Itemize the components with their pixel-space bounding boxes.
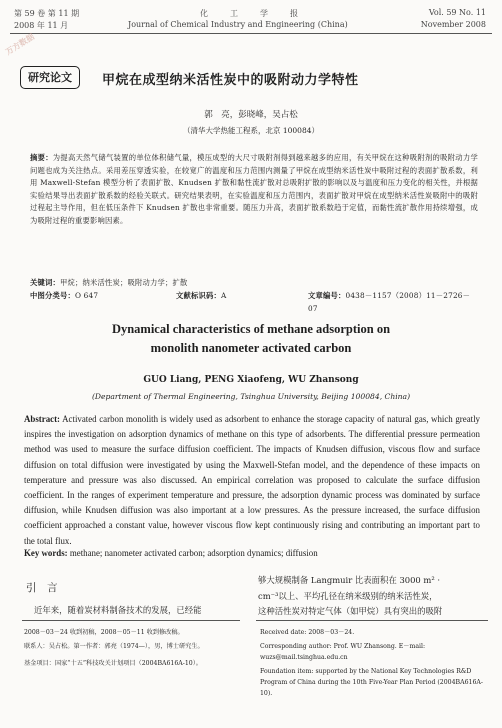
journal-name-cn: 化 工 学 报 <box>200 9 300 18</box>
clc-value: O 647 <box>74 291 99 300</box>
abstract-en-label: Abstract: <box>24 414 60 424</box>
intro-heading: 引 言 <box>26 582 58 594</box>
journal-name-en: Journal of Chemical Industry and Engineering (China) <box>128 20 348 29</box>
intro-right-text <box>258 573 490 620</box>
article-no-label: 文章编号： <box>308 291 346 300</box>
footnote-fund-cn: 基金项目：国家“十五”科技攻关计划项目（2004BA616A-10）。 <box>24 660 202 667</box>
keywords-en <box>24 546 480 561</box>
article-no-value: 0438－1157（2008）11－2726－07 <box>308 291 471 313</box>
intro-right-line1: 够大规模制备 Langmuir 比表面积在 3000 m² · <box>258 575 441 585</box>
date-cn: 2008 年 11 月 <box>14 21 69 30</box>
affiliation-cn: （清华大学热能工程系，北京 100084） <box>182 126 319 135</box>
title-cn: 甲烷在成型纳米活性炭中的吸附动力学特性 <box>102 73 359 88</box>
abstract-en-text: Activated carbon monolith is widely used as adsorbent to enhance the storage capacity of natural gas, which greatly inspires the investigation on adsorption dynamics of methane on this type of adsorbents. The differential pressure permeation method was used to measure the surface diffusion coefficient. The impacts of Knudsen diffusion, viscous flow and surface diffusion on total diffusion were investigated by using the Maxwell-Stefan model, and the dependence of these impacts on temperature and pressure was also discussed. An empirical correlation was proposed to calculate the surface diffusion coefficient. In the ranges of experiment temperature and pressure, the adsorption dynamic process was dominated by surface diffusion, while Knudsen diffusion was also important at a low pressures. As the pressure increased, the surface diffusion coefficient approached a constant value, however viscous flow kept continuously rising and contributing an important part to the total flux. <box>24 414 480 546</box>
footnote-rule-right <box>256 620 488 621</box>
intro-left-line: 近年来，随着炭材料制备技术的发展，已经能 <box>34 605 202 615</box>
watermark-stamp: 万方数据 <box>4 32 36 57</box>
clc-label: 中图分类号： <box>30 291 75 300</box>
footnote-fund-en: Foundation item: supported by the National Key Technologies R&D Program of China during the 10th Five-Year Plan Period (2004BA616A-10). <box>260 668 483 697</box>
footnote-contact-cn: 联系人：吴占松。第一作者：郭亮（1974—），男，博士研究生。 <box>24 643 204 650</box>
classification-row <box>30 290 478 313</box>
abstract-cn-text: 为提高天然气储气装置的单位体积储气量，模压成型的大尺寸吸附剂得到越来越多的应用，有关甲烷在这种吸附剂的吸附动力学问题也成为关注热点。采用差压穿透实验，在较宽广的温度和压力范围内测量了甲烷在成型纳米活性炭中吸附过程的表面扩散系数，利用 Maxwell-Stefan 模型分析了表面扩散、Knudsen 扩散和黏性流扩散对总吸附扩散的影响以及与温度和压力变化的相关性，并根据实验结果导出表面扩散系数的经验关联式。研究结果表明，在实验温度和压力范围内，表面扩散对甲烷在成型纳米活性炭吸附中的吸附过程起主导作用，但在低压条件下 Knudsen 扩散也非常重要。随压力升高，表面扩散系数趋于定值，而黏性流扩散作用持续增强，成为吸附过程的重要影响因素。 <box>30 153 478 225</box>
footnote-received-en: Received date: 2008－03－24. <box>260 629 355 636</box>
footnotes-left <box>24 627 240 669</box>
abstract-en <box>24 412 480 549</box>
abstract-cn <box>30 152 478 228</box>
doccode-value: A <box>220 291 227 300</box>
footnote-received-cn: 2008－03－24 收到初稿，2008－05－11 收到修改稿。 <box>24 629 184 636</box>
keywords-en-text: methane; nanometer activated carbon; adsorption dynamics; diffusion <box>69 548 318 558</box>
keywords-cn-text: 甲烷；纳米活性炭；吸附动力学；扩散 <box>60 278 188 287</box>
volume-issue-cn: 第 59 卷 第 11 期 <box>14 9 80 18</box>
doccode-label: 文献标识码： <box>176 291 221 300</box>
header-rule <box>10 33 492 34</box>
footnotes-right <box>260 627 488 699</box>
abstract-cn-label: 摘要： <box>30 153 53 162</box>
date-en: November 2008 <box>420 20 486 29</box>
affiliation-en: (Department of Thermal Engineering, Tsinghua University, Beijing 100084, China) <box>91 392 411 401</box>
intro-right-line2: cm⁻³以上、平均孔径在纳米级别的纳米活性炭， <box>258 590 438 601</box>
authors-cn: 郭 亮，彭晓峰，吴占松 <box>204 110 298 120</box>
authors-en: GUO Liang, PENG Xiaofeng, WU Zhansong <box>143 375 359 385</box>
title-en-line1: Dynamical characteristics of methane adsorption on <box>111 322 391 336</box>
keywords-cn <box>30 277 187 290</box>
keywords-cn-label: 关键词： <box>30 278 60 287</box>
title-en-line2: monolith nanometer activated carbon <box>150 341 352 355</box>
intro-right-line3: 这种活性炭对特定气体（如甲烷）具有突出的吸附 <box>258 606 443 616</box>
category-badge: 研究论文 <box>20 66 80 89</box>
volume-issue-en: Vol. 59 No. 11 <box>428 8 486 17</box>
footnote-rule-left <box>22 620 240 621</box>
keywords-en-label: Key words: <box>24 548 68 558</box>
footnote-author-en: Corresponding author: Prof. WU Zhansong. E－mail: wuzs@mail.tsinghua.edu.cn <box>260 643 426 661</box>
